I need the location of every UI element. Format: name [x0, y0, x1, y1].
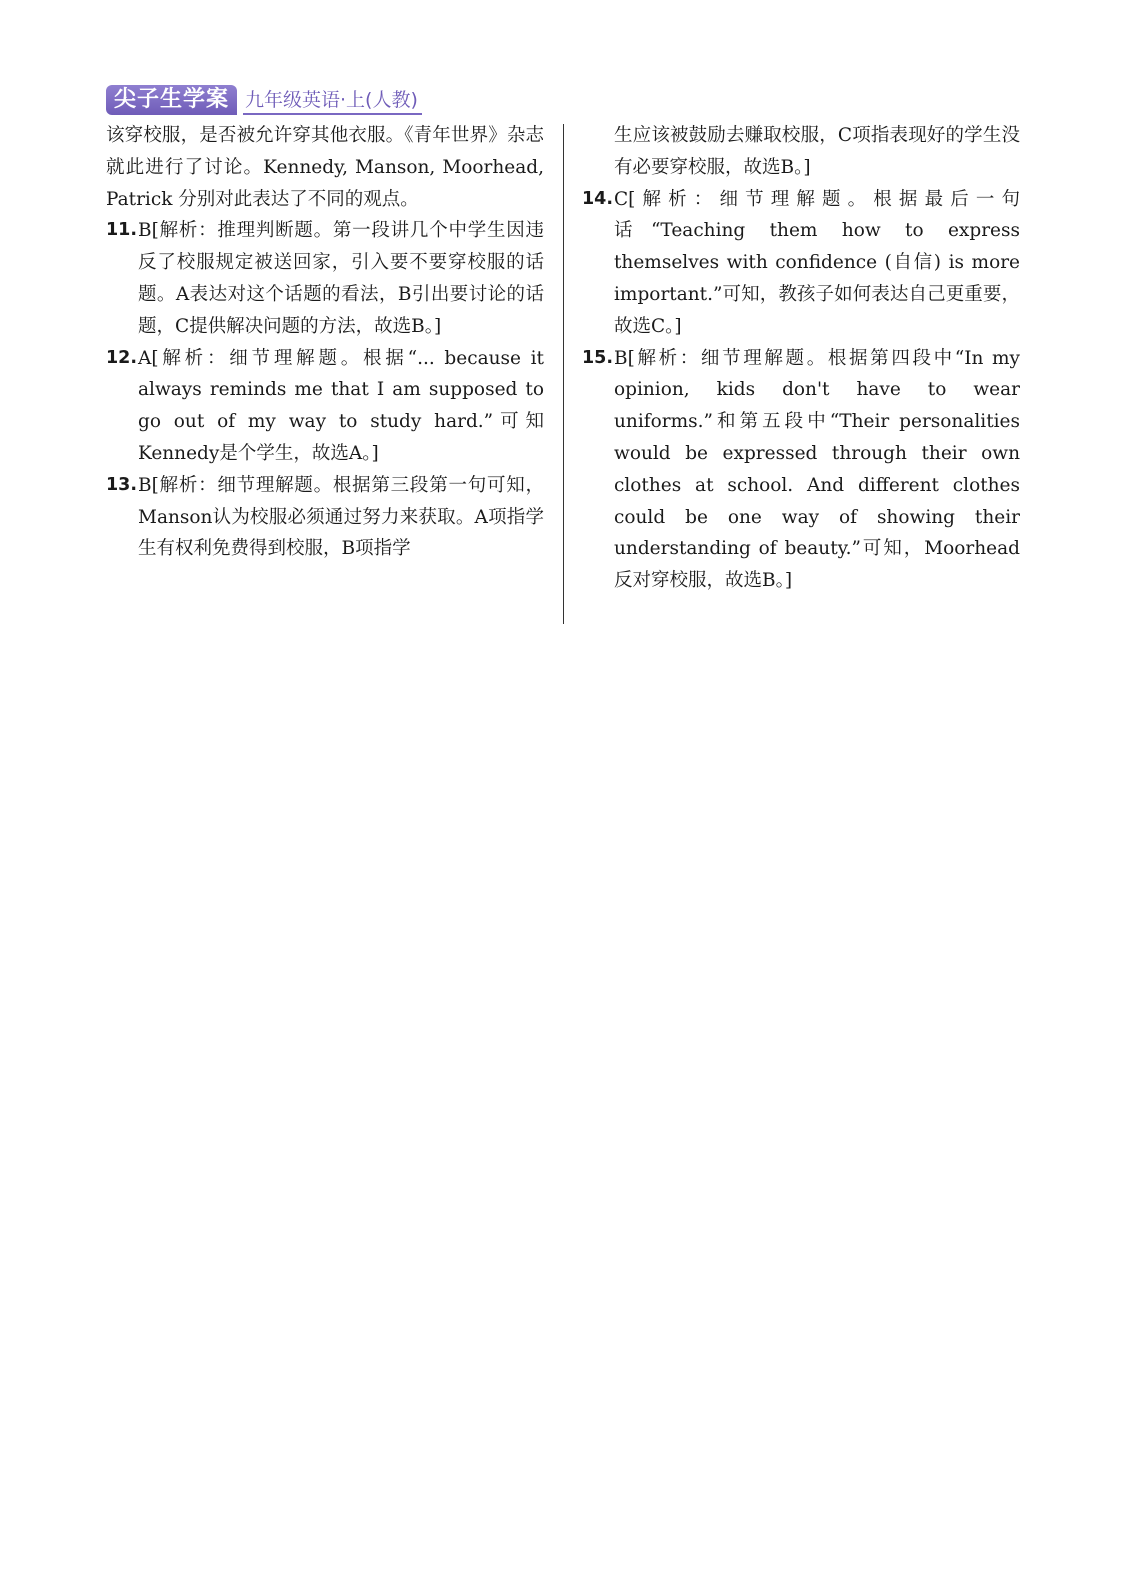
question-number: 11.: [106, 220, 138, 241]
answer-item-13-continued: [582, 120, 1020, 184]
right-column: [582, 120, 1020, 597]
page-header: [106, 83, 422, 115]
question-number: 14.: [582, 188, 614, 209]
answer-explanation: B[解析：推理判断题。第一段讲几个中学生因违反了校服规定被送回家，引入要不要穿校服的话题。A表达对这个话题的看法，B引出要讨论的话题，C提供解决问题的方法，故选B。]: [138, 220, 544, 337]
intro-paragraph: 该穿校服，是否被允许穿其他衣服。《青年世界》杂志就此进行了讨论。Kennedy, Manson, Moorhead, Patrick 分别对此表达了不同的观点。: [106, 125, 544, 210]
brand-logo: 尖子生学案: [106, 85, 237, 115]
question-number: 12.: [106, 347, 138, 368]
question-number: 13.: [106, 474, 138, 495]
answer-item-14: [582, 184, 1020, 343]
column-divider: [563, 124, 564, 624]
answer-item-15: [582, 343, 1020, 597]
answer-explanation: C[解析：细节理解题。根据最后一句话“Teaching them how to express themselves with confidence (自信) is more important.”可知，教孩子如何表达自己更重要，故选C。]: [614, 188, 1020, 337]
answer-item-12: [106, 343, 544, 470]
answer-explanation: B[解析：细节理解题。根据第三段第一句可知，Manson认为校服必须通过努力来获取。A项指学生有权利免费得到校服，B项指学: [138, 474, 544, 560]
book-subtitle: 九年级英语·上(人教): [243, 88, 422, 115]
answer-explanation: A[解析：细节理解题。根据“... because it always reminds me that I am supposed to go out of my way to study hard.”可知Kennedy是个学生，故选A。]: [138, 347, 544, 464]
answer-explanation: B[解析：细节理解题。根据第四段中“In my opinion, kids don't have to wear uniforms.”和第五段中“Their personalities would be expressed through their own clothes at school. And different clothes could be one way of showing their understanding of beauty.”可知，Moorhead反对穿校服，故选B。]: [614, 347, 1020, 592]
answer-item-11: [106, 215, 544, 342]
left-column: [106, 120, 544, 565]
question-number: 15.: [582, 347, 614, 368]
answer-explanation: 生应该被鼓励去赚取校服，C项指表现好的学生没有必要穿校服，故选B。]: [614, 125, 1020, 178]
answer-item-13: [106, 470, 544, 565]
